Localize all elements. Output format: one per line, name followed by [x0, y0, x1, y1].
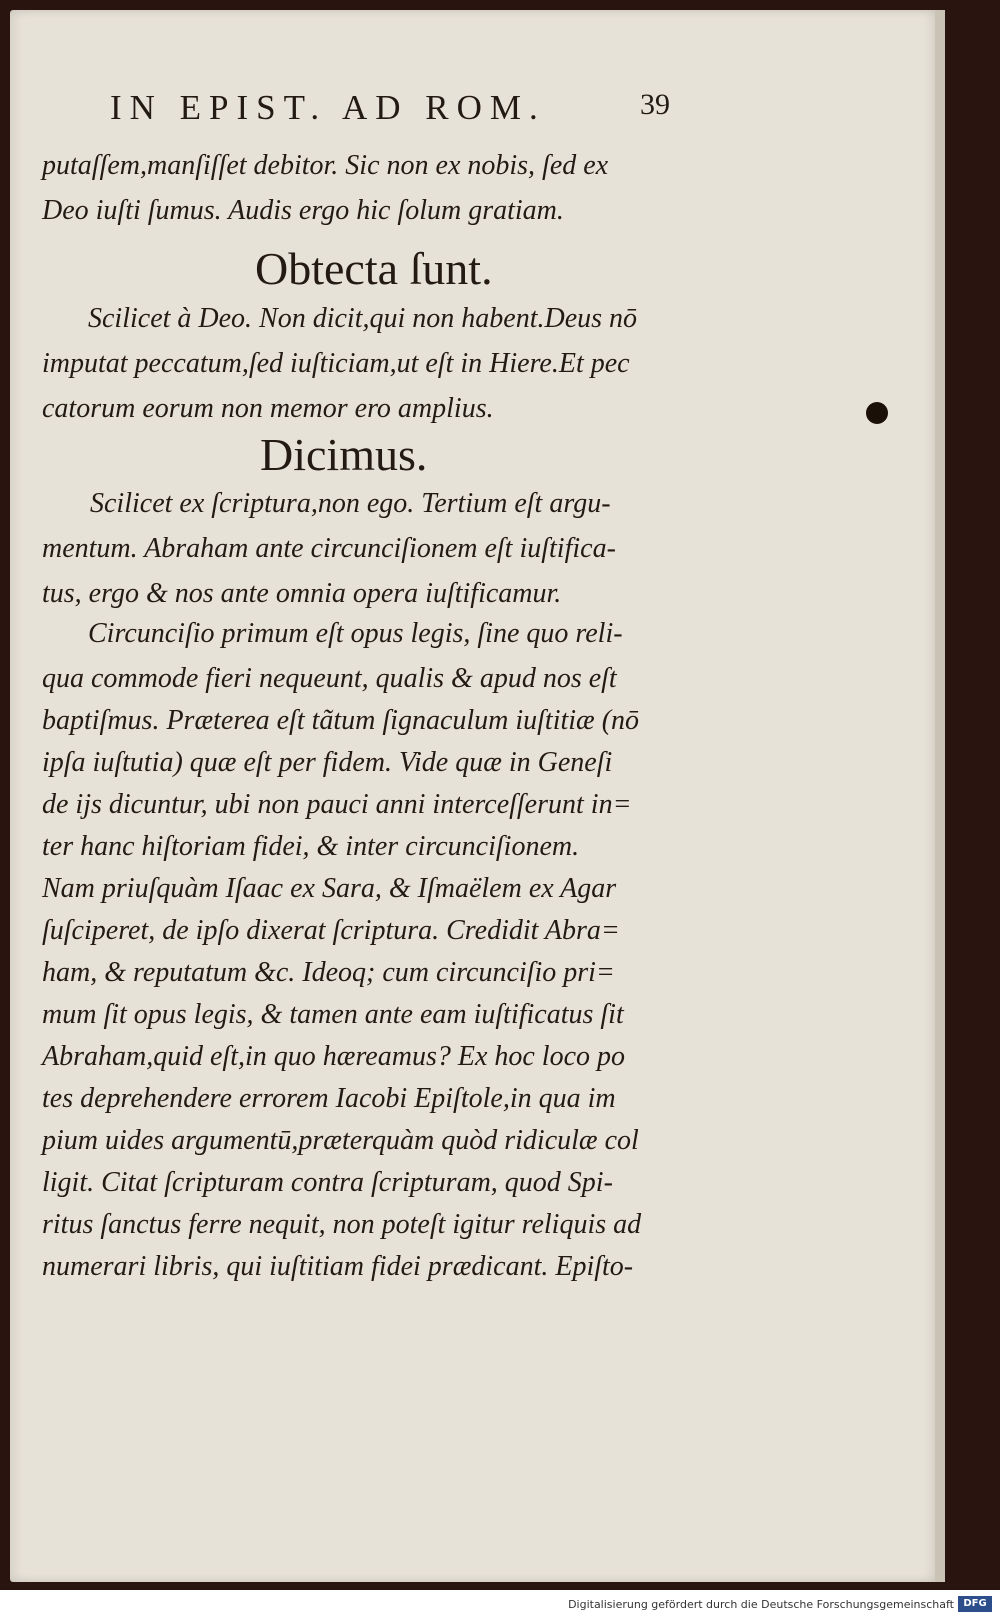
text-line: baptiſmus. Præterea eſt tãtum ſignaculum iuſtitiæ (nō	[42, 705, 640, 736]
text-line: tus, ergo & nos ante omnia opera iuſtificamur.	[42, 578, 562, 609]
text-line: Circunciſio primum eſt opus legis, ſine quo reli-	[88, 618, 623, 649]
dfg-logo: DFG	[958, 1596, 992, 1612]
text-line: ham, & reputatum &c. Ideoq; cum circunciſio pri=	[42, 957, 615, 988]
text-line: pium uides argumentū,præterquàm quòd ridiculæ col	[42, 1125, 639, 1156]
text-line: ſuſciperet, de ipſo dixerat ſcriptura. Credidit Abra=	[42, 915, 620, 946]
text-line: Scilicet à Deo. Non dicit,qui non habent.Deus nō	[88, 303, 638, 334]
section-heading: Obtecta ſunt.	[255, 243, 493, 294]
text-line: ligit. Citat ſcripturam contra ſcripturam, quod Spi-	[42, 1167, 613, 1198]
text-line: ter hanc hiſtoriam fidei, & inter circunciſionem.	[42, 831, 580, 862]
text-line: imputat peccatum,ſed iuſticiam,ut eſt in Hiere.Et pec	[42, 348, 630, 379]
section-heading: Dicimus.	[260, 429, 428, 480]
text-line: ipſa iuſtutia) quæ eſt per fidem. Vide quæ in Geneſi	[42, 747, 613, 778]
text-line: de ijs dicuntur, ubi non pauci anni interceſſerunt in=	[42, 789, 632, 820]
text-line: Scilicet ex ſcriptura,non ego. Tertium eſt argu-	[90, 488, 611, 519]
text-line: Nam priuſquàm Iſaac ex Sara, & Iſmaëlem ex Agar	[42, 873, 617, 904]
ink-spot	[866, 402, 888, 424]
text-line: mentum. Abraham ante circunciſionem eſt iuſtifica-	[42, 533, 616, 564]
text-line: Deo iuſti ſumus. Audis ergo hic ſolum gratiam.	[42, 195, 564, 226]
text-line: mum ſit opus legis, & tamen ante eam iuſtificatus ſit	[42, 999, 624, 1030]
digitization-credit: Digitalisierung gefördert durch die Deutsche Forschungsgemeinschaft	[568, 1598, 954, 1611]
text-line: numerari libris, qui iuſtitiam fidei prædicant. Epiſto-	[42, 1251, 634, 1282]
text-line: catorum eorum non memor ero amplius.	[42, 393, 494, 424]
page-edge	[935, 10, 945, 1582]
text-line: tes deprehendere errorem Iacobi Epiſtole,in qua im	[42, 1083, 616, 1114]
text-line: qua commode fieri nequeunt, qualis & apud nos eſt	[42, 663, 617, 694]
text-line: ritus ſanctus ferre nequit, non poteſt igitur reliquis ad	[42, 1209, 642, 1240]
text-line: Abraham,quid eſt,in quo hæreamus? Ex hoc loco po	[42, 1041, 626, 1072]
text-line: putaſſem,manſiſſet debitor. Sic non ex nobis, ſed ex	[42, 150, 609, 181]
page-number: 39	[640, 88, 670, 121]
running-header: IN EPIST. AD ROM.	[110, 88, 546, 127]
